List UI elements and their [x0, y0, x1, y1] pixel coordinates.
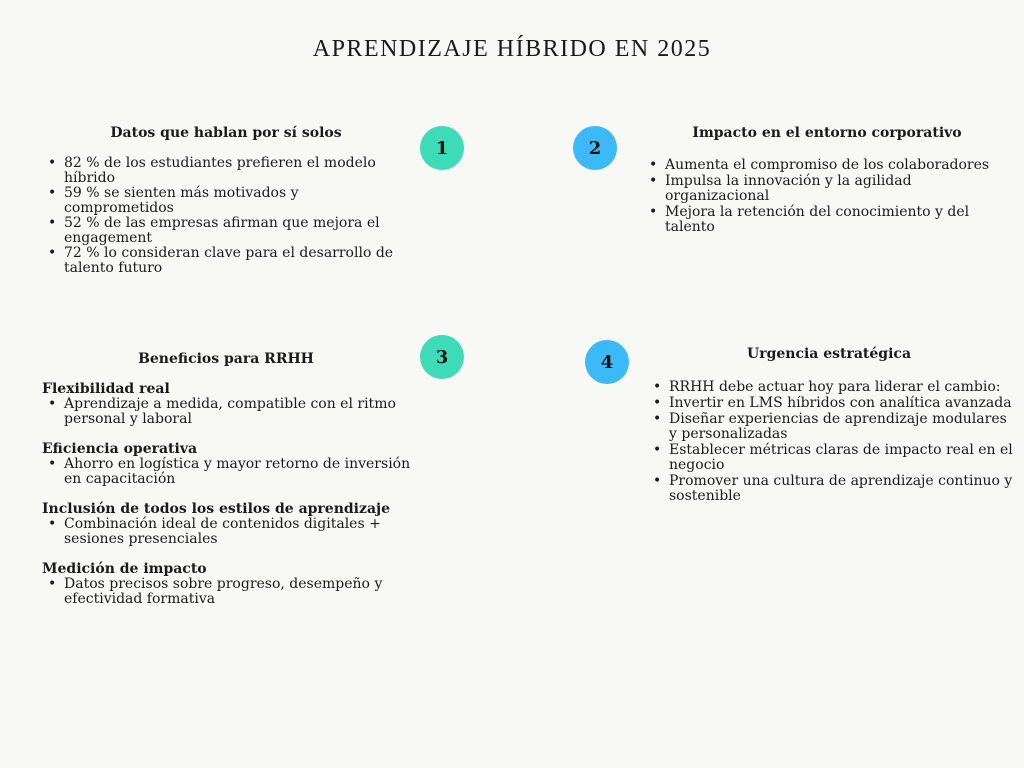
section-beneficios [42, 352, 412, 622]
list-item: • Mejora la retención del conocimiento y del talento [665, 205, 1011, 235]
group-eficiencia [42, 442, 412, 487]
section-datos-title: Datos que hablan por sí solos [110, 125, 342, 141]
group-title: Eficiencia operativa [42, 441, 198, 457]
section-impacto-list [643, 158, 1011, 235]
list-item: • 72 % lo consideran clave para el desarrollo de talento futuro [64, 246, 410, 276]
list-item: • Ahorro en logística y mayor retorno de inversión en capacitación [64, 457, 412, 487]
list-item: • Aprendizaje a medida, compatible con el ritmo personal y laboral [64, 397, 412, 427]
list-item: • Invertir en LMS híbridos con analítica avanzada [669, 396, 1017, 411]
list-item: • Diseñar experiencias de aprendizaje modulares y personalizadas [669, 412, 1017, 442]
group-title: Medición de impacto [42, 561, 207, 577]
badge-1: 1 [420, 126, 464, 170]
page-title: APRENDIZAJE HÍBRIDO EN 2025 [312, 36, 712, 62]
section-urgencia-list [647, 380, 1017, 504]
list-item: • Combinación ideal de contenidos digitales + sesiones presenciales [64, 517, 412, 547]
badge-2: 2 [573, 126, 617, 170]
section-datos [42, 126, 410, 276]
section-urgencia-title: Urgencia estratégica [746, 346, 912, 362]
list-item: • RRHH debe actuar hoy para liderar el cambio: [669, 380, 1017, 395]
group-flexibilidad [42, 382, 412, 427]
group-inclusion [42, 502, 412, 547]
section-impacto-title: Impacto en el entorno corporativo [692, 125, 962, 141]
list-item: • Datos precisos sobre progreso, desempeño y efectividad formativa [64, 577, 412, 607]
section-impacto [643, 126, 1011, 235]
list-item: • Establecer métricas claras de impacto real en el negocio [669, 443, 1017, 473]
list-item: • Impulsa la innovación y la agilidad organizacional [665, 174, 1011, 204]
group-title: Inclusión de todos los estilos de aprendizaje [42, 501, 390, 517]
section-beneficios-title: Beneficios para RRHH [138, 351, 314, 367]
section-urgencia [647, 347, 1017, 504]
list-item: • Promover una cultura de aprendizaje continuo y sostenible [669, 474, 1017, 504]
list-item: • 82 % de los estudiantes prefieren el modelo híbrido [64, 156, 410, 186]
badge-4: 4 [585, 340, 629, 384]
list-item: • 52 % de las empresas afirman que mejora el engagement [64, 216, 410, 246]
list-item: • Aumenta el compromiso de los colaboradores [665, 158, 1011, 173]
section-datos-list [42, 156, 410, 276]
badge-3: 3 [420, 335, 464, 379]
group-medicion [42, 562, 412, 607]
list-item: • 59 % se sienten más motivados y comprometidos [64, 186, 410, 216]
group-title: Flexibilidad real [42, 381, 170, 397]
